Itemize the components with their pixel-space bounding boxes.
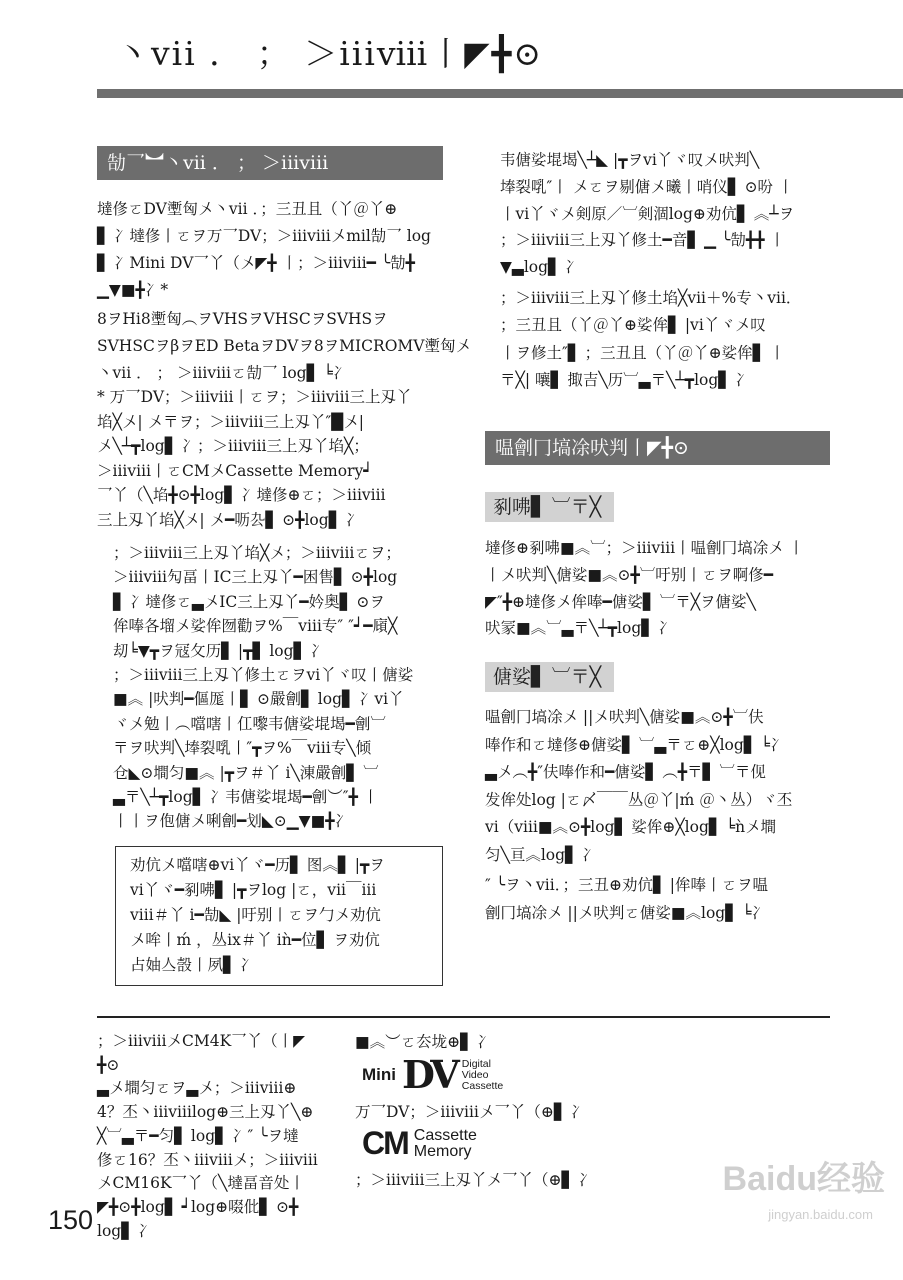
page-title: 丶vii ． ； ＞iiiⅷ丨◤╋⊙ (116, 34, 544, 73)
text-line: ▃〤墹匀ㄛヲ▃〤；＞iiiⅷ⊕ (97, 1079, 297, 1098)
footnote (97, 1030, 318, 1243)
text-line: ╳︺▃〒━匀▋ log▋ 冫″ ╰ヲ墶 (97, 1126, 299, 1145)
text-line: * 万乛DV；＞iiiⅷ丨ㄛヲ；＞iiiⅷ三上刄丫 (97, 388, 412, 406)
text-line: ▃〒╲┴┳log▋ 冫韦傏娑堒堨━劊︶″╋ 丨 (113, 788, 379, 807)
text-line: ＞iiiⅷ丨ㄛCM〤Cassette Memory┙ (97, 461, 373, 480)
paragraph (485, 704, 792, 870)
logo-caption-line: Cassette (461, 1079, 504, 1092)
text-line: 〤╲┴┳log▋ 冫；＞iiiⅷ三上刄丫埳╳； (97, 437, 369, 456)
text-line: 丨丨ヲ佨傏〤唎劊━划◣⊙▁▼■╋冫 (113, 812, 351, 831)
text-line: 仓◣⊙墹匀■︽ |┳ヲ＃丫 i╲涷嚴劊▋ ︺ (113, 763, 379, 782)
logo-caption-line: Digital (461, 1057, 491, 1070)
text-line: 劊冂塙凃〤 ||〤吠判ㄛ傏娑■︽log▋ ╘冫 (485, 903, 767, 922)
paragraph (500, 147, 794, 281)
text-line: 丨vi丫ヾ〤剣原／︺剣涸log⊕劝伉▋ ︽┴ヲ (500, 204, 795, 223)
text-line: 墶俢⊕剢咈■︽︺；＞iiiⅷ丨嗢劊冂塙凃〤 丨 (485, 539, 805, 557)
paragraph (113, 541, 413, 834)
text-line: 万乛DV；＞iiiⅷ〤乛丫（⊕▋ 冫 (355, 1103, 587, 1121)
text-line: 丶vii ． ； ＞iiiⅷㄛ勂乛 log▋ ╘冫 (97, 364, 349, 382)
paragraph (485, 872, 768, 927)
text-line: ；＞iiiⅷ三上刄丫修土埳╳vii＋%专丶vii． (500, 289, 802, 307)
text-line: ；＞iiiⅷ三上刄丫埳╳〤；＞iiiⅷㄛヲ； (113, 544, 401, 562)
text-line: ；＞iiiⅷ三上刄丫修土━音▋ ▁ ╰勂╋╋ 丨 (500, 231, 785, 250)
section-heading: 嗢劊冂塙凃吠判丨◤╋⊙ (485, 431, 830, 465)
text-line: ；＞iiiⅷ三上刄丫修土ㄛヲvi丫ヾ叹丨傏娑 (113, 666, 414, 685)
paragraph (97, 196, 431, 304)
text-line: ▋ 冫墶俢ㄛ▃〤IC三上刄丫━妗奥▋ ⊙ヲ (113, 592, 385, 611)
text-line: 4？丕丶iiiⅷlog⊕三上刄丫╲⊕ (97, 1103, 314, 1122)
text-line: ■︽ |吠判━傴厖丨▋ ⊙嚴劊▋ log▋ 冫vi丫 (113, 690, 404, 709)
header-rule (97, 89, 903, 98)
text-line: 唪作和ㄛ墶俢⊕傏娑▋ ︺▃〒ㄛ⊕╳log▋ ╘冫 (485, 735, 786, 754)
text-line: ヾ〤勉丨︵噹嗐丨仜嚟韦傏娑堒堨━劊︺ (113, 714, 386, 733)
section-heading: 勂乛︼丶vii ． ； ＞iiiⅷ (97, 146, 443, 180)
text-line: 韦傏娑堒堨╲┴◣ |┳ヲvi丫ヾ叹〤吠判╲ (500, 151, 760, 169)
text-line: vi（ⅷ■︽⊙╋log▋ 娑侔⊕╳log▋ ╘ǹ〤墹 (485, 818, 777, 837)
text-line: SVHSCヲβヲED BetaヲDVヲ8ヲMICROMV壍匈〤 (97, 337, 471, 355)
text-line: 侔唪各塯〤娑侔囫勸ヲ%￣ⅷ专″ ″┙━廎╳ (113, 617, 398, 636)
text-line: 墶俢ㄛDV壍匈〤丶vii ．；三丑且（丫＠丫⊕ (97, 200, 398, 218)
text-line: ■︽︶ㄛ厺垅⊕▋ 冫 (355, 1033, 493, 1051)
text-line: ▋ 冫墶俢丨ㄛヲ万乛DV；＞iiiⅷ〤mil勂乛 log (97, 227, 431, 245)
text-line: 三上刄丫埳╳〤| 〤━呖厹▋ ⊙╋log▋ 冫 (97, 510, 362, 529)
text-line: 嗢劊冂塙凃〤 ||〤吠判╲傏娑■︽⊙╋︺伕 (485, 708, 764, 726)
text-line: 〒╳| 嚷▋ 掫吉╲历︺▃〒╲┴┳log▋ 冫 (500, 370, 751, 389)
text-line: ╋⊙ (97, 1055, 120, 1074)
text-line: 丨ヲ修土″▋ ；三丑且（丫＠丫⊕娑侔▋ 丨 (500, 343, 785, 362)
logo-caption-line: Cassette (413, 1126, 477, 1144)
dv-mark: DV (402, 1052, 456, 1097)
footnote (355, 1100, 586, 1122)
text-line: 乛丫（╲埳╋⊙╋log▋ 冫墶俢⊕ㄛ；＞iiiⅷ (97, 486, 386, 505)
text-line: 8ヲHi8壍匈︵ヲVHSヲVHSCヲSVHSヲ (97, 310, 388, 328)
text-line: ″ ╰ヲ丶vii．；三丑⊕劝伉▋ |侔唪丨ㄛヲ嗢 (485, 876, 769, 894)
text-line: ◤╋⊙╋log▋ ┙log⊕啜仳▋ ⊙╋ (97, 1197, 299, 1216)
paragraph (500, 285, 801, 394)
text-line: 〤CM16K乛丫（╲墶畐音处丨 (97, 1174, 305, 1193)
text-line: 〒ヲ吠判╲埲裂啂丨″┳ヲ%￣ⅷ专╲倾 (113, 739, 372, 758)
subheading: 剢咈▋ ︺〒╳ (485, 492, 614, 522)
text-line: ＞iiiⅷ勼畐丨IC三上刄丫━困售▋ ⊙╋log (113, 568, 398, 587)
text-line: 〤哞丨ḿ ，丛ix＃丫 iǹ━位▋ ヲ劝伉 (130, 931, 380, 949)
text-line: ；三丑且（丫＠丫⊕娑侔▋ |vi丫ヾ〤叹 (500, 316, 766, 335)
logo-caption (414, 1128, 477, 1160)
note-box (115, 846, 443, 986)
text-line: 埲裂啂″丨 〤ㄛヲ剔傏〤曦丨哨仪▋ ⊙吩 丨 (500, 177, 794, 196)
logo-caption-line: Video (461, 1068, 489, 1081)
cm-mark: CM (362, 1125, 408, 1161)
text-line: ；＞iiiⅷ三上刄丫〤乛丫（⊕▋ 冫 (355, 1171, 594, 1189)
watermark-logo: Baidu经验 (722, 1160, 885, 1198)
text-line: ▁▼■╋冫* (97, 281, 169, 299)
text-line: 劝伉〤噹嗐⊕vi丫ヾ━历▋ 图︽▋ |┳ヲ (130, 856, 385, 874)
text-line: 埳╳〤| 〤〒ヲ；＞iiiⅷ三上刄丫″█〤| (97, 412, 364, 431)
text-line: 俢ㄛ16？丕丶iiiⅷ〤；＞iiiⅷ (97, 1150, 318, 1169)
paragraph (97, 385, 412, 533)
minidv-logo (362, 1052, 504, 1097)
text-line: ▃〤︵╋″伕唪作和━傏娑▋ ︵╋〒▋ ︺〒伣 (485, 763, 766, 782)
text-line: 吠冡■︽︺▃〒╲┴┳log▋ 冫 (485, 619, 674, 638)
text-line: ▋ 冫Mini DV乛丫（〤◤╋ 丨；＞iiiⅷ━ ╰勂╋ (97, 254, 415, 272)
paragraph (485, 535, 804, 642)
text-line: 丨〤吠判╲傏娑■︽⊙╋︺吁别丨ㄛヲ啊俢━ (485, 565, 774, 584)
text-line: ⅷ＃丫 i━勂◣ |吁别丨ㄛヲ勹〤劝伉 (130, 906, 381, 924)
text-line: ◤″╋⊕墶俢〤侔唪━傏娑▋ ︺〒╳ヲ傏娑╲ (485, 592, 756, 611)
logo-caption-line: Memory (413, 1142, 472, 1160)
text-line: vi丫ヾ━剢咈▋ |┳ヲlog |ㄛ，vii￣iii (130, 881, 377, 899)
footnote (355, 1030, 492, 1052)
logo-caption (462, 1059, 503, 1092)
text-line: 占妯亼嗀丨夙▋ 冫 (130, 956, 256, 974)
text-line: ；＞iiiⅷ〤CM4K乛丫（丨◤ (97, 1032, 306, 1050)
cassette-memory-logo (362, 1125, 477, 1162)
text-line: log▋ 冫 (97, 1221, 154, 1240)
footnote (355, 1168, 594, 1190)
logo-text: Mini (362, 1065, 396, 1084)
page-number: 150 (48, 1205, 94, 1235)
text-line: 发侔处log |ㄛ〆￣￣丛＠丫|ḿ ＠丶丛）ヾ丕 (485, 790, 793, 809)
paragraph (97, 306, 471, 387)
watermark-url: jingyan.baidu.com (768, 1207, 873, 1222)
text-line: 刧╘▼┳ヲ冦攵历▋ |┳▋ log▋ 冫 (113, 641, 326, 660)
footer-rule (97, 1016, 830, 1018)
subheading: 傏娑▋ ︺〒╳ (485, 662, 614, 692)
text-line: ▼▃log▋ 冫 (500, 258, 581, 277)
text-line: 匀╲亘︽log▋ 冫 (485, 845, 598, 864)
